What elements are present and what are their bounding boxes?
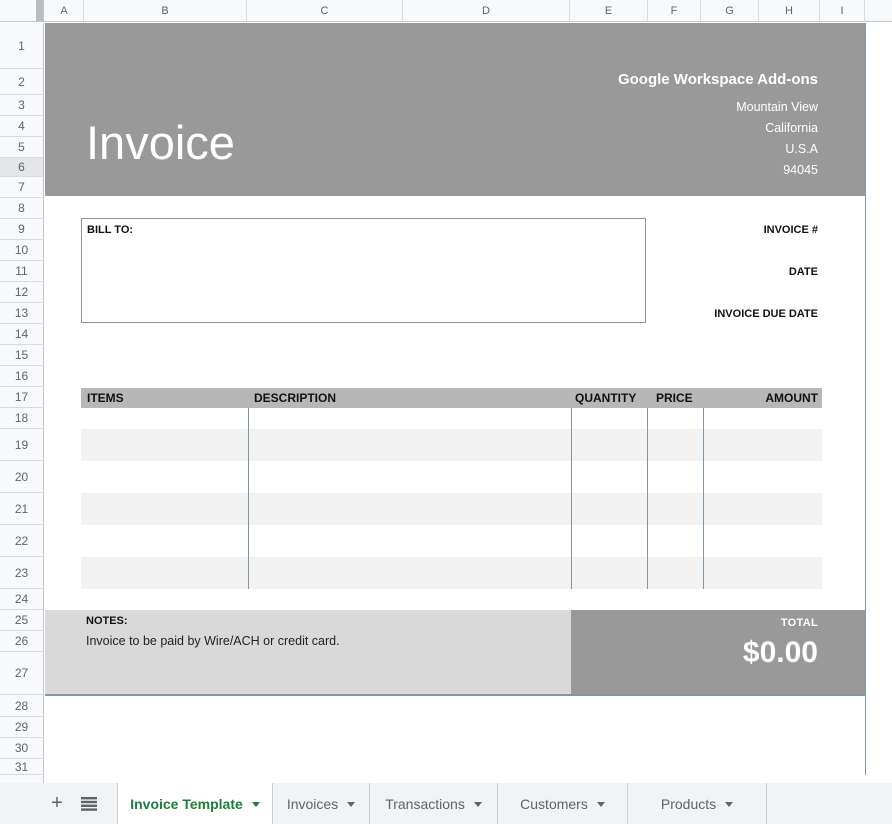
row-header-stub xyxy=(0,775,44,783)
row-header-9[interactable]: 9 xyxy=(0,219,44,240)
invoice-number-label: INVOICE # xyxy=(763,224,818,236)
items-table-header xyxy=(81,388,822,408)
column-header-D[interactable]: D xyxy=(403,0,570,21)
due-date-label: INVOICE DUE DATE xyxy=(714,308,818,320)
notes-label: NOTES: xyxy=(86,615,128,627)
tab-products[interactable] xyxy=(627,783,767,824)
tab-label: Customers xyxy=(520,795,588,812)
row-header-2[interactable]: 2 xyxy=(0,69,44,95)
chevron-down-icon[interactable] xyxy=(347,802,355,807)
page-right-border xyxy=(865,23,866,775)
tab-invoice-template[interactable] xyxy=(117,783,272,824)
row-header-18[interactable]: 18 xyxy=(0,408,44,429)
company-address-line: 94045 xyxy=(783,163,818,177)
quantity-column-header: QUANTITY xyxy=(575,391,637,405)
table-row-stripe[interactable] xyxy=(81,493,822,525)
row-header-5[interactable]: 5 xyxy=(0,137,44,158)
table-row-stripe[interactable] xyxy=(81,429,822,461)
row-header-25[interactable]: 25 xyxy=(0,610,44,631)
row-header-27[interactable]: 27 xyxy=(0,652,44,695)
notes-section[interactable] xyxy=(45,610,571,694)
row-header-12[interactable]: 12 xyxy=(0,282,44,303)
total-value: $0.00 xyxy=(742,636,818,669)
row-header-1[interactable]: 1 xyxy=(0,23,44,69)
row-header-20[interactable]: 20 xyxy=(0,461,44,493)
bill-to-label: BILL TO: xyxy=(87,224,134,236)
table-row-stripe[interactable] xyxy=(81,557,822,589)
row-header-10[interactable]: 10 xyxy=(0,240,44,261)
corner-block xyxy=(36,0,43,21)
footer-bottom-border xyxy=(45,694,865,696)
total-section xyxy=(571,610,865,694)
row-header-24[interactable]: 24 xyxy=(0,589,44,610)
company-name: Google Workspace Add-ons xyxy=(617,71,818,88)
date-label: DATE xyxy=(788,266,818,278)
tab-label: Products xyxy=(660,795,717,812)
row-header-16[interactable]: 16 xyxy=(0,366,44,387)
total-label: TOTAL xyxy=(780,617,818,629)
tab-label: Invoice Template xyxy=(130,795,243,812)
column-header-F[interactable]: F xyxy=(648,0,701,21)
select-all-corner[interactable] xyxy=(0,0,44,21)
chevron-down-icon[interactable] xyxy=(474,802,482,807)
row-header-22[interactable]: 22 xyxy=(0,525,44,557)
column-divider-line xyxy=(647,408,648,589)
row-header-31[interactable]: 31 xyxy=(0,759,44,775)
chevron-down-icon[interactable] xyxy=(725,802,733,807)
row-header-15[interactable]: 15 xyxy=(0,345,44,366)
row-header-6[interactable]: 6 xyxy=(0,158,44,177)
company-address-line: U.S.A xyxy=(785,142,818,156)
price-column-header: PRICE xyxy=(656,391,693,405)
items-column-header: ITEMS xyxy=(87,391,124,405)
row-header-23[interactable]: 23 xyxy=(0,557,44,589)
column-header-H[interactable]: H xyxy=(759,0,820,21)
column-header-C[interactable]: C xyxy=(247,0,403,21)
tab-transactions[interactable] xyxy=(369,783,497,824)
row-header-29[interactable]: 29 xyxy=(0,717,44,738)
company-address-line: Mountain View xyxy=(736,100,818,114)
chevron-down-icon[interactable] xyxy=(252,802,260,807)
description-column-header: DESCRIPTION xyxy=(254,391,337,405)
invoice-title: Invoice xyxy=(86,116,235,169)
tab-label: Invoices xyxy=(286,795,339,812)
chevron-down-icon[interactable] xyxy=(597,802,605,807)
all-sheets-icon xyxy=(81,797,97,811)
row-header-19[interactable]: 19 xyxy=(0,429,44,461)
column-header-row xyxy=(0,0,892,22)
column-divider-line xyxy=(571,408,572,589)
bill-to-box[interactable] xyxy=(81,218,646,323)
company-address-line: California xyxy=(765,121,818,135)
row-header-30[interactable]: 30 xyxy=(0,738,44,759)
row-header-11[interactable]: 11 xyxy=(0,261,44,282)
tab-label: Transactions xyxy=(385,795,465,812)
column-header-E[interactable]: E xyxy=(570,0,648,21)
column-header-A[interactable]: A xyxy=(45,0,84,21)
column-header-B[interactable]: B xyxy=(84,0,247,21)
notes-text: Invoice to be paid by Wire/ACH or credit card. xyxy=(86,634,340,648)
row-header-28[interactable]: 28 xyxy=(0,695,44,717)
column-header-G[interactable]: G xyxy=(701,0,759,21)
row-header-17[interactable]: 17 xyxy=(0,387,44,408)
row-header-14[interactable]: 14 xyxy=(0,324,44,345)
row-header-8[interactable]: 8 xyxy=(0,198,44,219)
column-divider-line xyxy=(703,408,704,589)
tab-invoices[interactable] xyxy=(272,783,369,824)
row-header-7[interactable]: 7 xyxy=(0,177,44,198)
column-divider-line xyxy=(248,408,249,589)
row-header-13[interactable]: 13 xyxy=(0,303,44,324)
add-sheet-button[interactable] xyxy=(44,783,70,824)
all-sheets-button[interactable] xyxy=(76,783,102,824)
plus-icon: + xyxy=(51,792,63,814)
row-header-26[interactable]: 26 xyxy=(0,631,44,652)
tab-customers[interactable] xyxy=(497,783,627,824)
row-header-4[interactable]: 4 xyxy=(0,116,44,137)
company-address-block xyxy=(618,71,818,181)
sheet-tab-bar xyxy=(0,783,892,824)
amount-column-header: AMOUNT xyxy=(765,391,818,405)
row-header-21[interactable]: 21 xyxy=(0,493,44,525)
row-header-3[interactable]: 3 xyxy=(0,95,44,116)
column-header-I[interactable]: I xyxy=(820,0,865,21)
